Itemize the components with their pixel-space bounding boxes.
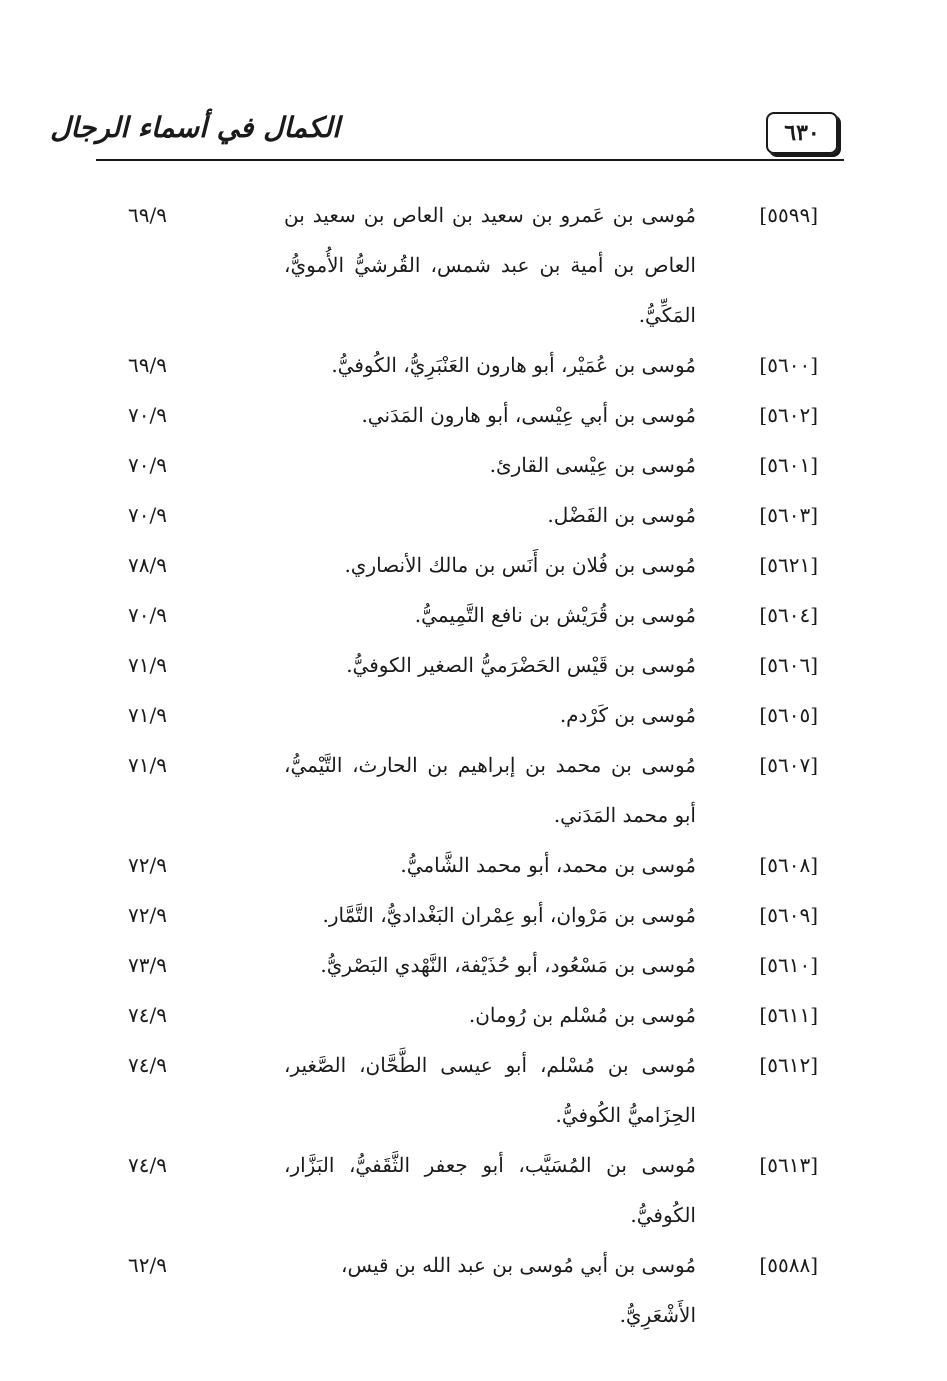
entry: [96, 190, 844, 340]
entry-ref: ٧٠/٩: [128, 603, 167, 627]
book-title: الكمال في أسماء الرجال: [50, 110, 340, 144]
entry-text: مُوسى بن مَرْوان، أبو عِمْران البَغْداديُّ، التَّمَّار.: [322, 903, 696, 927]
entry: [96, 1040, 844, 1140]
entry: [96, 490, 844, 540]
entry-id: [٥٦٠٦]: [759, 653, 818, 677]
entry-id: [٥٦٠٠]: [759, 353, 818, 377]
entry: [96, 940, 844, 990]
entry-list: [96, 190, 844, 1340]
entry-id: [٥٥٨٨]: [759, 1253, 818, 1277]
entry-id: [٥٦٢١]: [759, 553, 818, 577]
entry: [96, 640, 844, 690]
entry: [96, 690, 844, 740]
entry-text: مُوسى بن محمد بن إبراهيم بن الحارث، التَّيْميُّ، أبو محمد المَدَني.: [284, 753, 696, 827]
entry-id: [٥٥٩٩]: [759, 203, 818, 227]
entry-id: [٥٦١٠]: [759, 953, 818, 977]
entry-id: [٥٦٠٣]: [759, 503, 818, 527]
entry-id: [٥٦١١]: [759, 1003, 818, 1027]
entry-ref: ٧٠/٩: [128, 453, 167, 477]
page-header: [50, 96, 844, 162]
entry-ref: ٦٩/٩: [128, 203, 167, 227]
entry-text: مُوسى بن كَرْدم.: [559, 703, 696, 727]
entry-ref: ٧٣/٩: [128, 953, 167, 977]
entry-id: [٥٦٠٧]: [759, 753, 818, 777]
entry-text: مُوسى بن مُسْلم، أبو عيسى الطَّحَّان، الصَّغير، الحِزَاميُّ الكُوفيُّ.: [284, 1053, 696, 1127]
entry-id: [٥٦٠٩]: [759, 903, 818, 927]
entry-id: [٥٦٠٤]: [759, 603, 818, 627]
entry-ref: ٧١/٩: [128, 653, 167, 677]
entry-ref: ٧١/٩: [128, 703, 167, 727]
entry: [96, 840, 844, 890]
entry: [96, 890, 844, 940]
entry-ref: ٧٤/٩: [128, 1003, 167, 1027]
entry-text: مُوسى بن أبي مُوسى بن عبد الله بن قيس، الأَشْعَرِيُّ.: [341, 1253, 696, 1327]
entry-id: [٥٦٠٨]: [759, 853, 818, 877]
entry-ref: ٧٤/٩: [128, 1153, 167, 1177]
entry-text: مُوسى بن عَمرو بن سعيد بن العاص بن سعيد بن العاص بن أمية بن عبد شمس، القُرشيُّ الأُمويُّ، المَكِّيُّ.: [284, 203, 696, 327]
entry: [96, 1140, 844, 1240]
entry-ref: ٦٢/٩: [128, 1253, 167, 1277]
entry-text: مُوسى بن فُلان بن أَنَس بن مالك الأنصاري.: [344, 553, 696, 577]
entry-id: [٥٦١٢]: [759, 1053, 818, 1077]
entry-ref: ٧١/٩: [128, 753, 167, 777]
header-rule: [96, 159, 844, 161]
entry-text: مُوسى بن الفَضْل.: [547, 503, 696, 527]
entry-text: مُوسى بن عِيْسى القارئ.: [489, 453, 696, 477]
entry: [96, 990, 844, 1040]
entry-ref: ٧٠/٩: [128, 403, 167, 427]
entry-text: مُوسى بن قُرَيْش بن نافع التَّمِيميُّ.: [414, 603, 696, 627]
entry-ref: ٧٨/٩: [128, 553, 167, 577]
entry: [96, 1240, 844, 1340]
entry: [96, 740, 844, 840]
entry-id: [٥٦٠١]: [759, 453, 818, 477]
entry: [96, 540, 844, 590]
entry-text: مُوسى بن مَسْعُود، أبو حُذَيْفة، النَّهْدي البَصْريُّ.: [320, 953, 696, 977]
entry-ref: ٦٩/٩: [128, 353, 167, 377]
entry-id: [٥٦١٣]: [759, 1153, 818, 1177]
entry-text: مُوسى بن محمد، أبو محمد الشَّاميُّ.: [400, 853, 696, 877]
entry-text: مُوسى بن مُسْلم بن رُومان.: [468, 1003, 696, 1027]
entry-text: مُوسى بن أبي عِيْسى، أبو هارون المَدَني.: [361, 403, 696, 427]
entry-text: مُوسى بن عُمَيْر، أبو هارون العَنْبَرِيُّ، الكُوفيُّ.: [331, 353, 696, 377]
entry: [96, 390, 844, 440]
entry-id: [٥٦٠٢]: [759, 403, 818, 427]
entry-ref: ٧٠/٩: [128, 503, 167, 527]
entry: [96, 590, 844, 640]
entry-id: [٥٦٠٥]: [759, 703, 818, 727]
entry: [96, 340, 844, 390]
entry-text: مُوسى بن المُسَيَّب، أبو جعفر الثَّقَفيُّ، البَزَّار، الكُوفيُّ.: [284, 1153, 696, 1227]
entry-ref: ٧٤/٩: [128, 1053, 167, 1077]
entry-ref: ٧٢/٩: [128, 903, 167, 927]
entry-ref: ٧٢/٩: [128, 853, 167, 877]
page-number: ٦٣٠: [766, 112, 838, 154]
entry-text: مُوسى بن قَيْس الحَضْرَميُّ الصغير الكوفيُّ.: [346, 653, 696, 677]
entry: [96, 440, 844, 490]
